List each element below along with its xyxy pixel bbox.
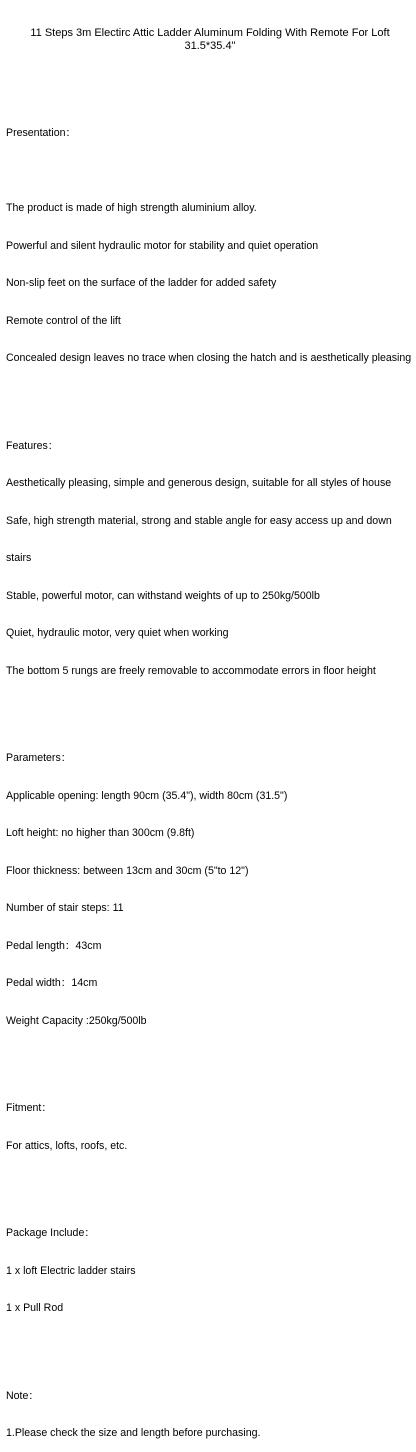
features-line: Stable, powerful motor, can withstand weights of up to 250kg/500lb (6, 589, 320, 602)
product-title: 11 Steps 3m Electirc Attic Ladder Aluminum Folding With Remote For Loft 31.5*35.4" (30, 27, 393, 52)
fitment-line: For attics, lofts, roofs, etc. (6, 1139, 128, 1152)
package-line: 1 x loft Electric ladder stairs (6, 1264, 136, 1277)
presentation-line: Powerful and silent hydraulic motor for stability and quiet operation (6, 239, 319, 252)
note-heading: Note： (6, 1389, 39, 1402)
spacer (6, 702, 414, 715)
parameters-heading: Parameters： (6, 752, 72, 764)
fitment-heading: Fitment： (6, 1102, 52, 1114)
spacer (6, 390, 414, 403)
presentation-line: Concealed design leaves no trace when closing the hatch and is aesthetically pleasing (6, 352, 412, 364)
parameters-line: Number of stair steps: 11 (6, 902, 124, 914)
features-line: stairs (6, 552, 32, 564)
parameters-line: Pedal length：43cm (6, 939, 102, 952)
presentation-line: Non-slip feet on the surface of the ladder for added safety (6, 277, 277, 289)
presentation-line: Remote control of the lift (6, 314, 121, 327)
spacer (6, 1052, 414, 1065)
parameters-line: Pedal width：14cm (6, 977, 98, 989)
features-line: The bottom 5 rungs are freely removable to accommodate errors in floor height (6, 664, 376, 677)
product-description (6, 2, 414, 1452)
parameters-line: Floor thickness: between 13cm and 30cm (5"to 12") (6, 864, 249, 877)
package-line: 1 x Pull Rod (6, 1302, 64, 1314)
parameters-line: Weight Capacity :250kg/500lb (6, 1014, 147, 1027)
spacer (6, 77, 414, 90)
features-line: Aesthetically pleasing, simple and generous design, suitable for all styles of house (6, 477, 392, 489)
features-heading: Features： (6, 439, 59, 452)
features-line: Safe, high strength material, strong and stable angle for easy access up and down (6, 514, 392, 527)
note-line: 1.Please check the size and length before purchasing. (6, 1427, 261, 1439)
parameters-line: Loft height: no higher than 300cm (9.8ft) (6, 827, 195, 839)
presentation-heading: Presentation： (6, 127, 77, 139)
spacer (6, 1340, 414, 1353)
package-heading: Package Include： (6, 1227, 95, 1239)
spacer (6, 165, 414, 178)
features-line: Quiet, hydraulic motor, very quiet when working (6, 627, 229, 639)
parameters-line: Applicable opening: length 90cm (35.4"), width 80cm (31.5") (6, 789, 288, 802)
presentation-line: The product is made of high strength aluminium alloy. (6, 202, 257, 214)
spacer (6, 1177, 414, 1190)
